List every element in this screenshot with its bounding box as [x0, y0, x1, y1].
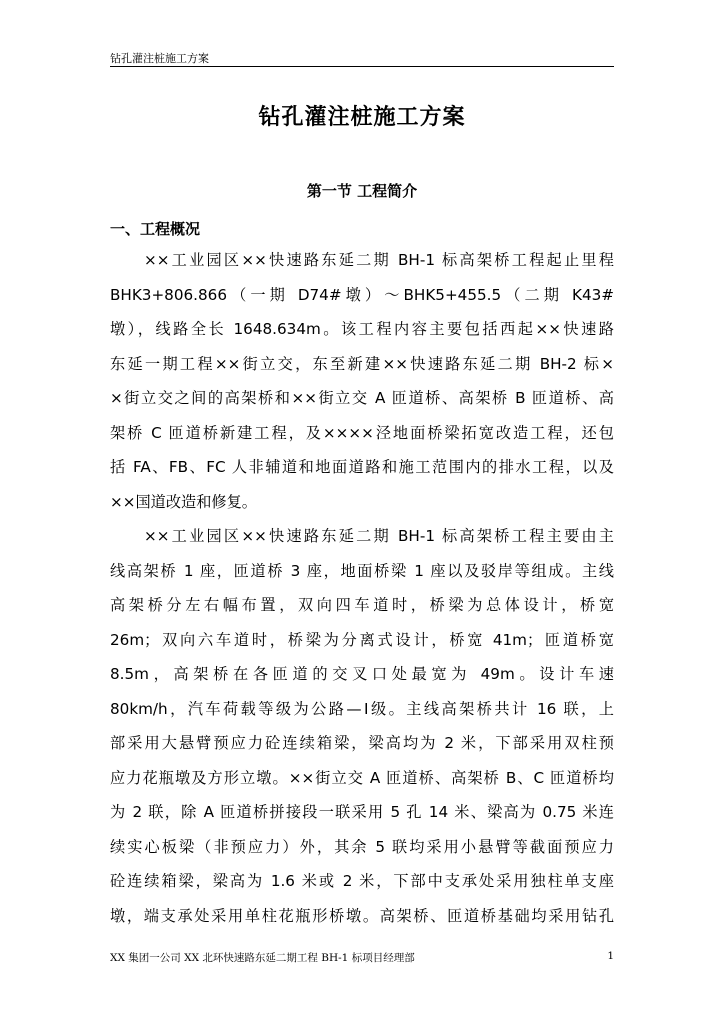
paragraph-line: BHK3+806.866（一期 D74#墩）～BHK5+455.5（二期 K43#	[110, 285, 614, 304]
paragraph-line: 应力花瓶墩及方形立墩。××街立交 A 匝道桥、高架桥 B、C 匝道桥均	[110, 768, 614, 787]
paragraph-line: 东延一期工程××街立交，东至新建××快速路东延二期 BH-2 标×	[110, 354, 614, 373]
paragraph-line: 80km/h，汽车荷载等级为公路—Ⅰ级。主线高架桥共计 16 联，上	[110, 699, 614, 718]
body-text	[110, 243, 614, 933]
paragraph-line: 括 FA、FB、FC 人非辅道和地面道路和施工范围内的排水工程，以及	[110, 458, 614, 476]
section-title: 第一节 工程简介	[306, 182, 418, 200]
paragraph-line: 架桥 C 匝道桥新建工程，及××××泾地面桥梁拓宽改造工程，还包	[110, 423, 614, 442]
running-header: 钻孔灌注桩施工方案	[110, 52, 209, 65]
paragraph-line: ××工业园区××快速路东延二期 BH-1 标高架桥工程主要由主	[144, 527, 614, 545]
subheading: 一、工程概况	[110, 220, 201, 238]
paragraph-line: 砼连续箱梁，梁高为 1.6 米或 2 米，下部中支承处采用独柱单支座	[110, 872, 614, 890]
paragraph-line: ××工业园区××快速路东延二期 BH-1 标高架桥工程起止里程	[144, 251, 614, 269]
paragraph-line: 线高架桥 1 座，匝道桥 3 座，地面桥梁 1 座以及驳岸等组成。主线	[110, 561, 614, 580]
paragraph-line: 8.5m，高架桥在各匝道的交叉口处最宽为 49m。设计车速	[110, 665, 614, 683]
paragraph-line: 续实心板梁（非预应力）外，其余 5 联均采用小悬臂等截面预应力	[110, 837, 614, 856]
paragraph-line: 高架桥分左右幅布置，双向四车道时，桥梁为总体设计，桥宽	[110, 596, 614, 614]
paragraph-line: ×街立交之间的高架桥和××街立交 A 匝道桥、高架桥 B 匝道桥、高	[110, 389, 614, 407]
page-number: 1	[607, 950, 614, 962]
paragraph-line: ××国道改造和修复。	[110, 492, 257, 511]
document-title: 钻孔灌注桩施工方案	[258, 105, 466, 130]
paragraph-line: 26m；双向六车道时，桥梁为分离式设计，桥宽 41m；匝道桥宽	[110, 630, 614, 649]
paragraph-line: 为 2 联，除 A 匝道桥拼接段一联采用 5 孔 14 米、梁高为 0.75 米连	[110, 803, 614, 821]
running-footer: XX 集团一公司 XX 北环快速路东延二期工程 BH-1 标项目经理部	[110, 952, 415, 964]
header-divider	[110, 66, 614, 67]
paragraph-line: 墩），线路全长 1648.634m。该工程内容主要包括西起××快速路	[110, 320, 614, 338]
paragraph-line: 部采用大悬臂预应力砼连续箱梁，梁高均为 2 米，下部采用双柱预	[110, 734, 614, 752]
paragraph-line: 墩，端支承处采用单柱花瓶形桥墩。高架桥、匝道桥基础均采用钻孔	[110, 906, 614, 925]
